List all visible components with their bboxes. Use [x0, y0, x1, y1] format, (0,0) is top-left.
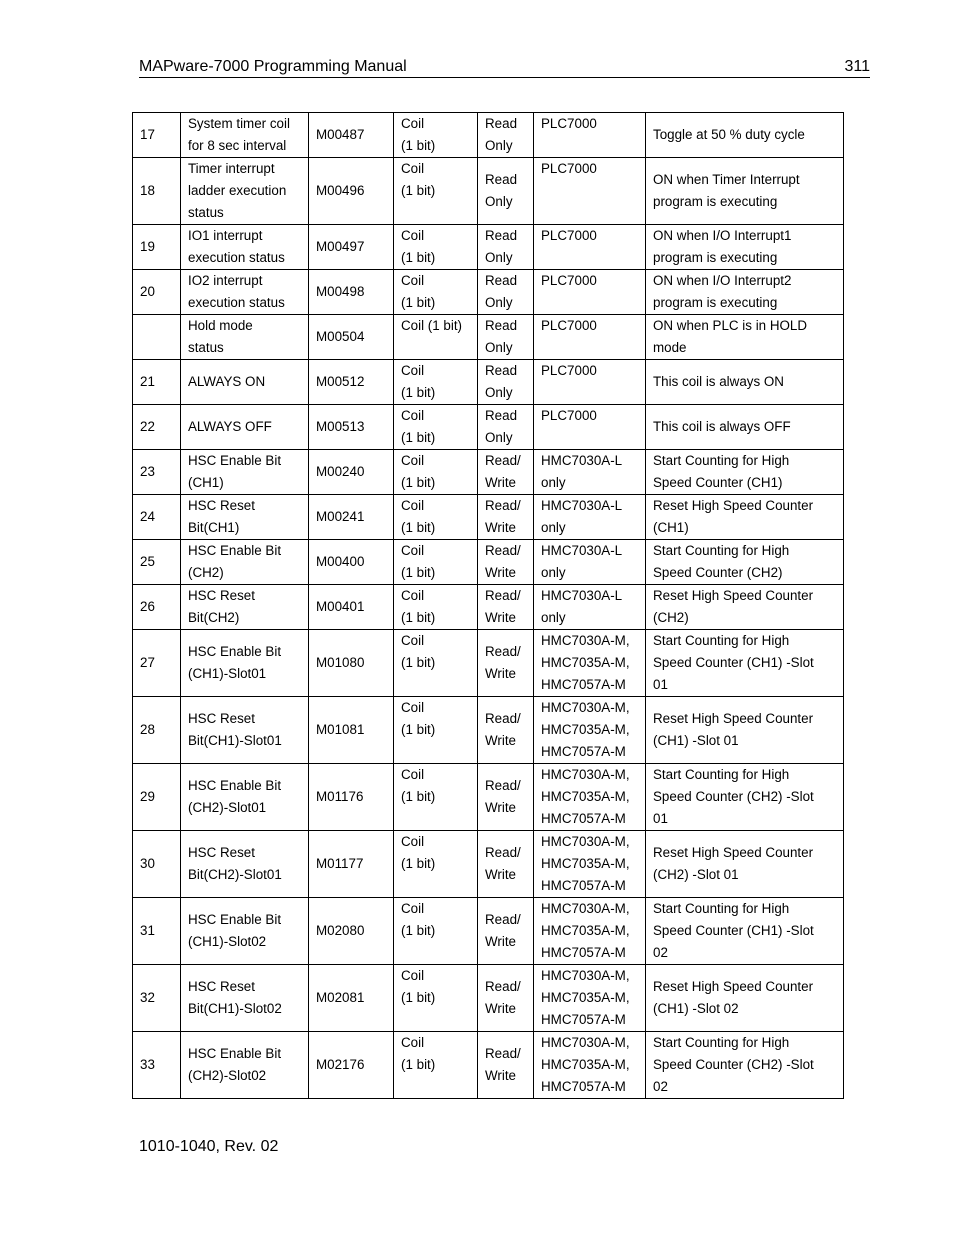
- cell-number: 29: [133, 764, 181, 831]
- cell-address: M00512: [309, 360, 394, 405]
- cell-address: M00513: [309, 405, 394, 450]
- cell-description: HSC Reset Bit(CH1)-Slot02: [181, 965, 309, 1032]
- cell-model: PLC7000: [534, 405, 646, 450]
- cell-address: M00241: [309, 495, 394, 540]
- cell-description: HSC Enable Bit (CH2)-Slot01: [181, 764, 309, 831]
- page-number: 311: [844, 58, 870, 75]
- cell-model: PLC7000: [534, 158, 646, 225]
- cell-type: Coil (1 bit): [394, 450, 478, 495]
- cell-remarks: Reset High Speed Counter (CH1) -Slot 02: [646, 965, 844, 1032]
- manual-title: MAPware-7000 Programming Manual: [139, 58, 407, 75]
- table-row: [133, 630, 844, 697]
- cell-remarks: Reset High Speed Counter (CH2): [646, 585, 844, 630]
- cell-address: M00487: [309, 113, 394, 158]
- cell-description: HSC Enable Bit (CH1): [181, 450, 309, 495]
- cell-description: HSC Reset Bit(CH1): [181, 495, 309, 540]
- cell-number: 31: [133, 898, 181, 965]
- cell-address: M00496: [309, 158, 394, 225]
- cell-model: HMC7030A-M, HMC7035A-M, HMC7057A-M: [534, 1032, 646, 1099]
- table-row: [133, 1032, 844, 1099]
- cell-address: M00401: [309, 585, 394, 630]
- table-row: [133, 315, 844, 360]
- cell-remarks: Start Counting for High Speed Counter (CH1): [646, 450, 844, 495]
- cell-remarks: Start Counting for High Speed Counter (CH2) -Slot 02: [646, 1032, 844, 1099]
- cell-access: Read/ Write: [478, 898, 534, 965]
- coil-table-body: [133, 113, 844, 1099]
- cell-description: IO1 interrupt execution status: [181, 225, 309, 270]
- cell-access: Read Only: [478, 158, 534, 225]
- cell-access: Read Only: [478, 405, 534, 450]
- cell-type: Coil (1 bit): [394, 405, 478, 450]
- cell-access: Read Only: [478, 225, 534, 270]
- cell-number: 33: [133, 1032, 181, 1099]
- cell-type: Coil (1 bit): [394, 1032, 478, 1099]
- cell-type: Coil (1 bit): [394, 540, 478, 585]
- table-row: [133, 450, 844, 495]
- cell-access: Read Only: [478, 270, 534, 315]
- table-row: [133, 831, 844, 898]
- cell-model: HMC7030A-L only: [534, 585, 646, 630]
- cell-description: System timer coil for 8 sec interval: [181, 113, 309, 158]
- cell-type: Coil (1 bit): [394, 764, 478, 831]
- cell-model: PLC7000: [534, 270, 646, 315]
- cell-type: Coil (1 bit): [394, 898, 478, 965]
- cell-address: M01080: [309, 630, 394, 697]
- cell-type: Coil (1 bit): [394, 225, 478, 270]
- table-row: [133, 585, 844, 630]
- cell-address: M00504: [309, 315, 394, 360]
- cell-type: Coil (1 bit): [394, 585, 478, 630]
- cell-type: Coil (1 bit): [394, 831, 478, 898]
- cell-address: M00497: [309, 225, 394, 270]
- cell-type: Coil (1 bit): [394, 315, 478, 360]
- cell-model: HMC7030A-M, HMC7035A-M, HMC7057A-M: [534, 764, 646, 831]
- cell-address: M01176: [309, 764, 394, 831]
- table-row: [133, 898, 844, 965]
- cell-number: 30: [133, 831, 181, 898]
- cell-remarks: This coil is always OFF: [646, 405, 844, 450]
- cell-type: Coil (1 bit): [394, 360, 478, 405]
- cell-remarks: Toggle at 50 % duty cycle: [646, 113, 844, 158]
- cell-number: 23: [133, 450, 181, 495]
- coil-table: [132, 112, 844, 1099]
- cell-description: Hold mode status: [181, 315, 309, 360]
- table-row: [133, 270, 844, 315]
- cell-model: HMC7030A-M, HMC7035A-M, HMC7057A-M: [534, 898, 646, 965]
- cell-description: HSC Enable Bit (CH2): [181, 540, 309, 585]
- cell-description: HSC Reset Bit(CH1)-Slot01: [181, 697, 309, 764]
- cell-remarks: Start Counting for High Speed Counter (CH2) -Slot 01: [646, 764, 844, 831]
- cell-number: 19: [133, 225, 181, 270]
- cell-description: IO2 interrupt execution status: [181, 270, 309, 315]
- cell-type: Coil (1 bit): [394, 158, 478, 225]
- cell-description: ALWAYS ON: [181, 360, 309, 405]
- cell-number: 24: [133, 495, 181, 540]
- cell-remarks: ON when PLC is in HOLD mode: [646, 315, 844, 360]
- cell-description: ALWAYS OFF: [181, 405, 309, 450]
- cell-access: Read Only: [478, 315, 534, 360]
- cell-remarks: ON when Timer Interrupt program is executing: [646, 158, 844, 225]
- cell-access: Read/ Write: [478, 1032, 534, 1099]
- cell-number: 27: [133, 630, 181, 697]
- cell-type: Coil (1 bit): [394, 495, 478, 540]
- cell-remarks: Start Counting for High Speed Counter (CH1) -Slot 02: [646, 898, 844, 965]
- cell-model: HMC7030A-L only: [534, 450, 646, 495]
- cell-address: M01081: [309, 697, 394, 764]
- cell-remarks: Start Counting for High Speed Counter (CH1) -Slot 01: [646, 630, 844, 697]
- cell-description: HSC Enable Bit (CH2)-Slot02: [181, 1032, 309, 1099]
- cell-number: 17: [133, 113, 181, 158]
- cell-model: HMC7030A-M, HMC7035A-M, HMC7057A-M: [534, 965, 646, 1032]
- cell-description: HSC Enable Bit (CH1)-Slot02: [181, 898, 309, 965]
- cell-type: Coil (1 bit): [394, 113, 478, 158]
- cell-address: M00400: [309, 540, 394, 585]
- document-number: 1010-1040, Rev. 02: [139, 1138, 279, 1155]
- table-row: [133, 360, 844, 405]
- cell-access: Read Only: [478, 360, 534, 405]
- table-row: [133, 225, 844, 270]
- cell-model: HMC7030A-M, HMC7035A-M, HMC7057A-M: [534, 697, 646, 764]
- cell-address: M02081: [309, 965, 394, 1032]
- cell-access: Read/ Write: [478, 450, 534, 495]
- cell-access: Read/ Write: [478, 585, 534, 630]
- cell-number: [133, 315, 181, 360]
- page-header: [139, 57, 870, 78]
- cell-model: HMC7030A-M, HMC7035A-M, HMC7057A-M: [534, 630, 646, 697]
- table-row: [133, 405, 844, 450]
- cell-number: 18: [133, 158, 181, 225]
- cell-number: 22: [133, 405, 181, 450]
- cell-remarks: Reset High Speed Counter (CH1): [646, 495, 844, 540]
- cell-type: Coil (1 bit): [394, 270, 478, 315]
- cell-model: PLC7000: [534, 315, 646, 360]
- table-row: [133, 764, 844, 831]
- cell-description: HSC Reset Bit(CH2): [181, 585, 309, 630]
- table-row: [133, 495, 844, 540]
- cell-model: PLC7000: [534, 360, 646, 405]
- cell-number: 25: [133, 540, 181, 585]
- cell-model: HMC7030A-L only: [534, 540, 646, 585]
- cell-number: 26: [133, 585, 181, 630]
- cell-address: M01177: [309, 831, 394, 898]
- cell-access: Read/ Write: [478, 965, 534, 1032]
- cell-address: M02080: [309, 898, 394, 965]
- cell-remarks: This coil is always ON: [646, 360, 844, 405]
- table-row: [133, 697, 844, 764]
- cell-model: PLC7000: [534, 225, 646, 270]
- cell-access: Read/ Write: [478, 630, 534, 697]
- table-row: [133, 965, 844, 1032]
- cell-address: M00240: [309, 450, 394, 495]
- table-row: [133, 540, 844, 585]
- cell-number: 21: [133, 360, 181, 405]
- cell-access: Read/ Write: [478, 697, 534, 764]
- cell-access: Read/ Write: [478, 764, 534, 831]
- cell-model: HMC7030A-L only: [534, 495, 646, 540]
- cell-remarks: Start Counting for High Speed Counter (CH2): [646, 540, 844, 585]
- table-row: [133, 158, 844, 225]
- cell-remarks: ON when I/O Interrupt2 program is executing: [646, 270, 844, 315]
- cell-address: M02176: [309, 1032, 394, 1099]
- cell-type: Coil (1 bit): [394, 965, 478, 1032]
- cell-model: PLC7000: [534, 113, 646, 158]
- table-row: [133, 113, 844, 158]
- cell-remarks: Reset High Speed Counter (CH2) -Slot 01: [646, 831, 844, 898]
- cell-type: Coil (1 bit): [394, 630, 478, 697]
- cell-access: Read/ Write: [478, 495, 534, 540]
- cell-remarks: ON when I/O Interrupt1 program is executing: [646, 225, 844, 270]
- cell-description: Timer interrupt ladder execution status: [181, 158, 309, 225]
- cell-access: Read/ Write: [478, 831, 534, 898]
- cell-number: 32: [133, 965, 181, 1032]
- cell-type: Coil (1 bit): [394, 697, 478, 764]
- cell-number: 28: [133, 697, 181, 764]
- cell-description: HSC Reset Bit(CH2)-Slot01: [181, 831, 309, 898]
- cell-number: 20: [133, 270, 181, 315]
- cell-access: Read/ Write: [478, 540, 534, 585]
- cell-model: HMC7030A-M, HMC7035A-M, HMC7057A-M: [534, 831, 646, 898]
- cell-description: HSC Enable Bit (CH1)-Slot01: [181, 630, 309, 697]
- cell-address: M00498: [309, 270, 394, 315]
- cell-access: Read Only: [478, 113, 534, 158]
- cell-remarks: Reset High Speed Counter (CH1) -Slot 01: [646, 697, 844, 764]
